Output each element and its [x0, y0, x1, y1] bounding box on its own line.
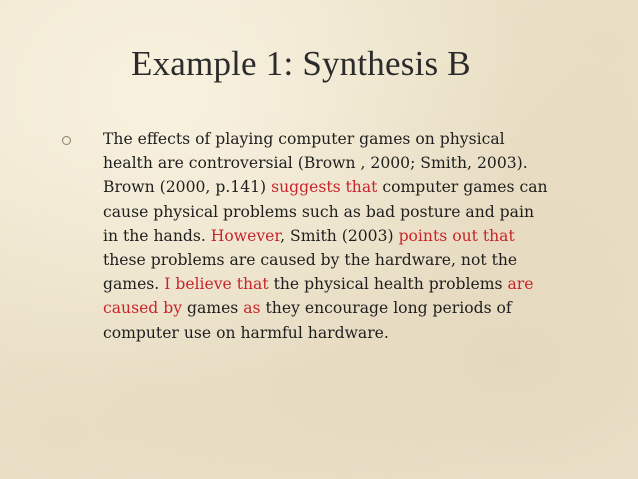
text-run: The effects of playing computer games on physical [103, 130, 505, 148]
paragraph-line [103, 272, 573, 296]
text-run: they encourage long periods of [260, 299, 512, 318]
text-run: health are controversial (Brown , 2000; Smith, 2003). [103, 154, 528, 173]
paragraph-line [103, 175, 573, 199]
text-run: the physical health problems [268, 275, 508, 294]
body-paragraph [103, 127, 573, 345]
text-run: cause physical problems such as bad posture and pain [103, 202, 534, 221]
highlighted-phrase: suggests that [271, 178, 378, 197]
highlighted-phrase: However [210, 226, 281, 245]
slide-title: Example 1: Synthesis B [131, 44, 471, 83]
paragraph-line [103, 248, 573, 272]
text-run: computer games can [377, 178, 548, 197]
highlighted-phrase: are [507, 275, 534, 294]
highlighted-phrase: points out that [398, 226, 515, 245]
paragraph-line [103, 200, 573, 224]
paragraph-line [103, 127, 573, 151]
text-run: games [182, 299, 244, 318]
paragraph-line [103, 224, 573, 248]
paragraph-line [103, 151, 573, 175]
text-run: these problems are caused by the hardware, not the [103, 251, 518, 270]
text-run: in the hands. [103, 226, 211, 245]
paragraph-line [103, 321, 573, 345]
bullet-circle-icon [62, 136, 71, 145]
text-run: , Smith (2003) [280, 226, 399, 245]
text-run: computer use on harmful hardware. [103, 323, 389, 342]
paragraph-line [103, 296, 573, 320]
text-run: games. [103, 275, 165, 294]
text-run: Brown (2000, p.141) [103, 178, 272, 197]
highlighted-phrase: I believe that [164, 275, 269, 294]
highlighted-phrase: caused by [103, 299, 183, 318]
highlighted-phrase: as [243, 299, 261, 318]
